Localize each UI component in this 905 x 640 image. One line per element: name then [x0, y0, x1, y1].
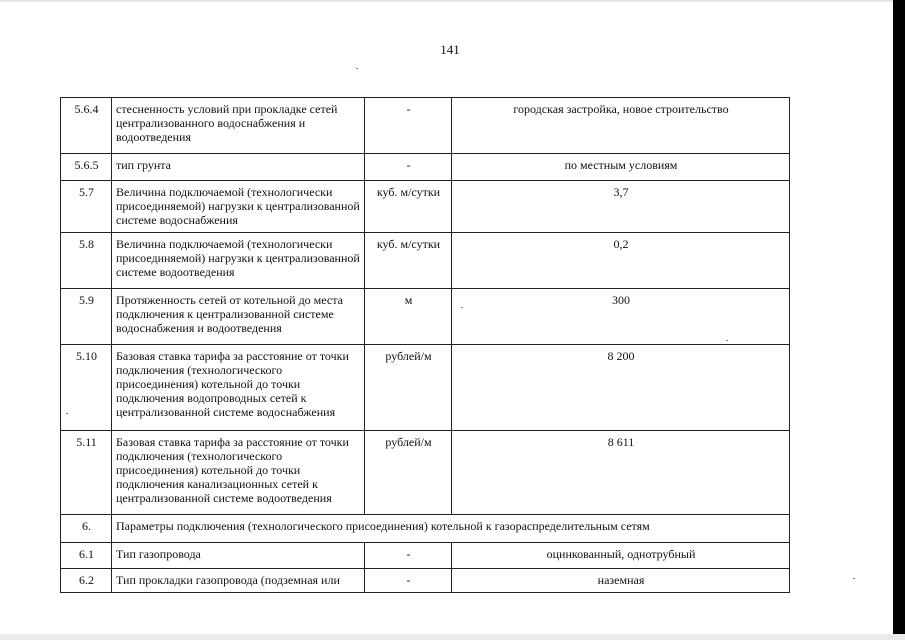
value: оцинкованный, однотрубный	[452, 543, 790, 569]
unit: -	[365, 98, 452, 154]
parameter-name: Базовая ставка тарифа за расстояние от точки подключения (технологического присоединения) котельной до точки подключения канализационных сетей к централизованной системе водоотведения	[112, 431, 365, 515]
row-number: 6.1	[61, 543, 112, 569]
row-number: 5.7	[61, 181, 112, 233]
table-row	[61, 569, 790, 593]
value: 0,2	[452, 233, 790, 289]
table-row	[61, 233, 790, 289]
section-heading: Параметры подключения (технологического присоединения) котельной к газораспределительным сетям	[112, 515, 790, 543]
table-row	[61, 543, 790, 569]
table-row	[61, 515, 790, 543]
scan-edge-bottom	[0, 634, 905, 640]
table-row	[61, 98, 790, 154]
parameter-name: Тип газопровода	[112, 543, 365, 569]
table-row	[61, 345, 790, 431]
section-number: 6.	[61, 515, 112, 543]
scan-speck	[853, 578, 855, 579]
parameter-name: Величина подключаемой (технологически присоединяемой) нагрузки к централизованной системе водоотведения	[112, 233, 365, 289]
unit: рублей/м	[365, 431, 452, 515]
parameter-name: тип грунта	[112, 154, 365, 181]
table-row	[61, 431, 790, 515]
value: наземная	[452, 569, 790, 593]
row-number: 5.10	[61, 345, 112, 431]
value: городская застройка, новое строительство	[452, 98, 790, 154]
table-row	[61, 154, 790, 181]
table-row	[61, 289, 790, 345]
page-number: 141	[440, 42, 460, 57]
parameters-table	[60, 97, 790, 593]
row-number: 5.9	[61, 289, 112, 345]
unit: -	[365, 543, 452, 569]
unit: -	[365, 569, 452, 593]
parameter-name: Базовая ставка тарифа за расстояние от точки подключения (технологического присоединения) котельной до точки подключения водопроводных сетей к централизованной системе водоснабжения	[112, 345, 365, 431]
value: по местным условиям	[452, 154, 790, 181]
row-number: 5.6.4	[61, 98, 112, 154]
unit: -	[365, 154, 452, 181]
row-number: 5.8	[61, 233, 112, 289]
parameter-name: Величина подключаемой (технологически присоединяемой) нагрузки к централизованной системе водоснабжения	[112, 181, 365, 233]
unit: куб. м/сутки	[365, 233, 452, 289]
row-number: 5.11	[61, 431, 112, 515]
scan-edge-right	[893, 0, 905, 640]
value: 300	[452, 289, 790, 345]
parameter-name: стесненность условий при прокладке сетей централизованного водоснабжения и водоотведения	[112, 98, 365, 154]
unit: м	[365, 289, 452, 345]
table-row	[61, 181, 790, 233]
scan-edge-top	[0, 0, 905, 2]
unit: куб. м/сутки	[365, 181, 452, 233]
parameter-name: Протяженность сетей от котельной до места подключения к централизованной системе водоснабжения и водоотведения	[112, 289, 365, 345]
scan-speck	[356, 68, 358, 69]
value: 8 200	[452, 345, 790, 431]
value: 8 611	[452, 431, 790, 515]
parameter-name: Тип прокладки газопровода (подземная или	[112, 569, 365, 593]
row-number: 5.6.5	[61, 154, 112, 181]
unit: рублей/м	[365, 345, 452, 431]
value: 3,7	[452, 181, 790, 233]
row-number: 6.2	[61, 569, 112, 593]
